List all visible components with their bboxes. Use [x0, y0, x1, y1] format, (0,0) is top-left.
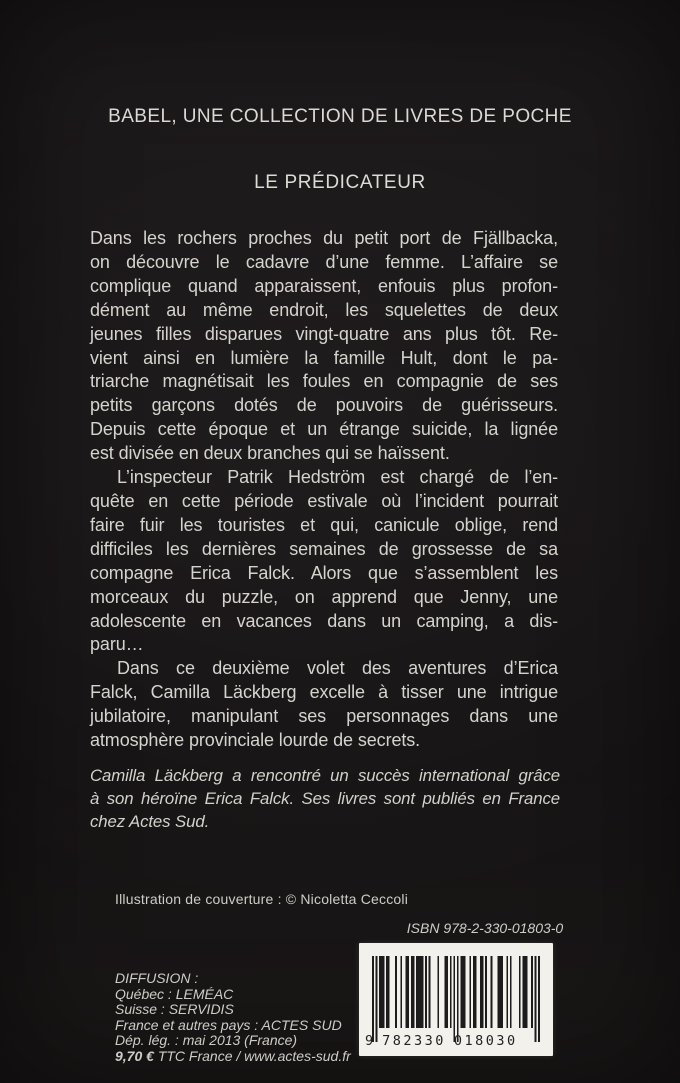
synopsis-line: Dans les rochers proches du petit port de Fjällbacka, [90, 228, 558, 248]
synopsis-line: est divisée en deux branches qui se haïssent. [90, 443, 450, 464]
distribution-line: Québec : LEMÉAC [115, 985, 234, 1002]
synopsis-line: Depuis cette époque et un étrange suicide, la lignée [90, 419, 558, 440]
synopsis-line: jeunes filles disparues vingt-quatre ans plus tôt. Re- [90, 323, 558, 344]
isbn-label: ISBN 978-2-330-01803-0 [406, 920, 564, 936]
price-line [115, 1049, 351, 1065]
barcode-digit-first: 9 [365, 1033, 374, 1049]
synopsis-line: jubilatoire, manipulant ses personnages dans une [90, 706, 558, 727]
author-note-line: Camilla Läckberg a rencontré un succès international grâce [90, 766, 560, 785]
synopsis-line: complique quand apparaissent, enfouis plus profon- [90, 275, 558, 296]
author-note [90, 764, 560, 833]
synopsis-line: Dans ce deuxième volet des aventures d’Erica [117, 658, 558, 679]
collection-header: BABEL, UNE COLLECTION DE LIVRES DE POCHE [108, 106, 572, 127]
book-title: LE PRÉDICATEUR [254, 172, 426, 193]
distribution-lines [115, 971, 351, 1049]
illustration-credit: Illustration de couverture : © Nicoletta Ceccoli [115, 891, 409, 907]
synopsis-line: atmosphère provinciale lourde de secrets. [90, 730, 421, 751]
synopsis-line: morceaux du puzzle, on apprend que Jenny, une [90, 586, 558, 607]
synopsis-line: adolescente en vacances dans un camping, a dis- [90, 610, 558, 631]
synopsis-line: L’inspecteur Patrik Hedström est chargé de l’en- [117, 467, 558, 488]
synopsis-line: quête en cette période estivale où l’incident pourrait [90, 490, 558, 511]
author-note-line: chez Actes Sud. [90, 812, 210, 831]
distribution-block [115, 971, 351, 1065]
barcode-digits [365, 1033, 547, 1049]
synopsis-line: faire fuir les touristes et qui, canicule oblige, rend [90, 514, 558, 535]
synopsis-line: vient ainsi en lumière la famille Hult, dont le pa- [90, 347, 558, 368]
synopsis-line: triarche magnétisait les foules en compagnie de ses [90, 371, 558, 392]
distribution-line: Dép. lég. : mai 2013 (France) [115, 1032, 298, 1049]
barcode-digits-left: 782330 [382, 1033, 446, 1049]
barcode-bars-icon [372, 956, 540, 1042]
synopsis-line: paru… [90, 634, 144, 655]
synopsis-line: difficiles les dernières semaines de grossesse de sa [90, 538, 558, 559]
synopsis-line: compagne Erica Falck. Alors que s’assemblent les [90, 562, 558, 583]
synopsis-line: dément au même endroit, les squelettes de deux [90, 299, 558, 320]
synopsis-line: Falck, Camilla Läckberg excelle à tisser une intrigue [90, 682, 558, 703]
synopsis-line: on découvre le cadavre d’une femme. L’affaire se [90, 251, 558, 272]
distribution-line: DIFFUSION : [115, 970, 199, 986]
synopsis-line: petits garçons dotés de pouvoirs de guérisseurs. [90, 395, 558, 416]
barcode-digits-right: 018030 [453, 1033, 518, 1049]
distribution-line: Suisse : SERVIDIS [115, 1001, 234, 1018]
author-note-line: à son héroïne Erica Falck. Ses livres sont publiés en France [90, 789, 560, 808]
synopsis-text [90, 227, 558, 753]
distribution-line: France et autres pays : ACTES SUD [115, 1016, 342, 1033]
barcode [359, 943, 553, 1056]
price-suffix: TTC France / www.actes-sud.fr [153, 1047, 351, 1064]
price-value: 9,70 € [115, 1047, 154, 1064]
